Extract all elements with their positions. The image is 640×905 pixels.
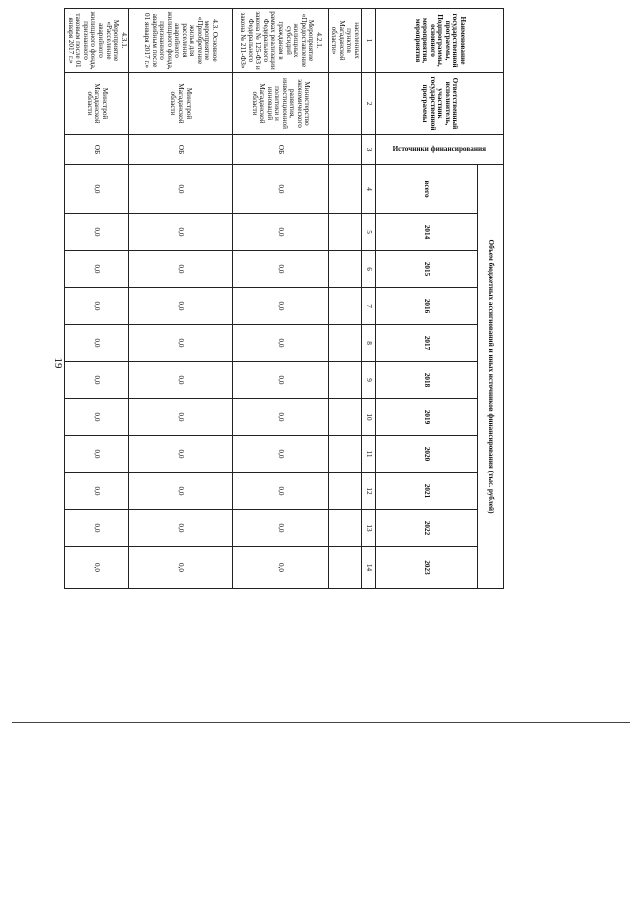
table-row: [328, 9, 361, 589]
row-source: [328, 135, 361, 165]
row-value: 0,0: [65, 547, 129, 589]
header-year: 2020: [376, 436, 478, 473]
page-divider-line: [12, 722, 630, 723]
row-value: 0,0: [128, 214, 232, 251]
row-value: 0,0: [232, 362, 328, 399]
header-year: 2017: [376, 325, 478, 362]
row-value: 0,0: [65, 165, 129, 214]
header-year: 2022: [376, 510, 478, 547]
row-value: [328, 399, 361, 436]
table-row: [232, 9, 328, 589]
row-value: 0,0: [232, 510, 328, 547]
row-responsible: [328, 73, 361, 135]
column-number: 9: [362, 362, 376, 399]
row-value: [328, 165, 361, 214]
column-number: 4: [362, 165, 376, 214]
row-value: 0,0: [128, 325, 232, 362]
row-value: 0,0: [128, 251, 232, 288]
row-value: 0,0: [128, 362, 232, 399]
rotated-table-container: [66, 8, 504, 588]
row-value: 0,0: [232, 165, 328, 214]
row-value: 0,0: [128, 165, 232, 214]
row-source: ОБ: [128, 135, 232, 165]
column-number: 8: [362, 325, 376, 362]
row-value: 0,0: [232, 547, 328, 589]
row-value: 0,0: [65, 214, 129, 251]
header-year: 2014: [376, 214, 478, 251]
row-value: 0,0: [232, 473, 328, 510]
row-value: 0,0: [65, 288, 129, 325]
row-responsible: Минстрой Магаданской области: [65, 73, 129, 135]
row-value: [328, 510, 361, 547]
row-name: 4.3. Основное мероприятие «Приобретение жилья для расселения аварийного жилищного фонда, признанного аварийным после 01 января 2017 г.»: [128, 9, 232, 73]
column-number: 7: [362, 288, 376, 325]
header-year: 2021: [376, 473, 478, 510]
row-value: [328, 214, 361, 251]
header-year: 2016: [376, 288, 478, 325]
column-number: 11: [362, 436, 376, 473]
row-value: 0,0: [232, 399, 328, 436]
row-value: [328, 436, 361, 473]
row-value: 0,0: [65, 399, 129, 436]
row-value: 0,0: [128, 288, 232, 325]
financing-table: [64, 8, 504, 589]
header-row-top: [478, 9, 504, 589]
row-value: 0,0: [128, 510, 232, 547]
column-number: 14: [362, 547, 376, 589]
header-total: всего: [376, 165, 478, 214]
row-source: ОБ: [232, 135, 328, 165]
row-value: 0,0: [232, 214, 328, 251]
row-value: [328, 288, 361, 325]
row-name: 4.2.1. Мероприятие «Предоставление жилищных субсидий гражданам в рамках реализации Федерального закона № 125-ФЗ и Федерального закона № 211-ФЗ»: [232, 9, 328, 73]
column-number: 12: [362, 473, 376, 510]
header-source-label: Источники финансирования: [392, 144, 487, 153]
row-value: 0,0: [232, 288, 328, 325]
column-number: 13: [362, 510, 376, 547]
column-number: 1: [362, 9, 376, 73]
table-row: [65, 9, 129, 589]
column-number-row: [362, 9, 376, 589]
header-year: 2023: [376, 547, 478, 589]
column-number: 10: [362, 399, 376, 436]
row-value: [328, 325, 361, 362]
header-source: [376, 135, 504, 165]
header-volume: Объем бюджетных ассигнований и иных источников финансирования (тыс. рублей): [478, 165, 504, 589]
row-value: 0,0: [128, 436, 232, 473]
row-value: 0,0: [128, 399, 232, 436]
header-name: Наименование государственной программы, Подпрограммы, основного мероприятия, мероприятия: [376, 9, 504, 73]
row-value: 0,0: [232, 436, 328, 473]
row-value: 0,0: [232, 325, 328, 362]
row-name: населенных пунктов Магаданской области»: [328, 9, 361, 73]
table-row: [128, 9, 232, 589]
row-value: 0,0: [65, 510, 129, 547]
row-value: 0,0: [65, 436, 129, 473]
row-value: 0,0: [128, 473, 232, 510]
page-number: 19: [52, 357, 64, 369]
column-number: 2: [362, 73, 376, 135]
row-value: 0,0: [65, 362, 129, 399]
row-value: [328, 473, 361, 510]
row-value: [328, 362, 361, 399]
row-name: 4.3.1. Мероприятие «Расселение аварийного жилищного фонда, признанного таковым после 01 января 2017 г.»: [65, 9, 129, 73]
row-responsible: Минстрой Магаданской области: [128, 73, 232, 135]
row-value: 0,0: [128, 547, 232, 589]
row-value: 0,0: [65, 325, 129, 362]
row-value: 0,0: [232, 251, 328, 288]
column-number: 6: [362, 251, 376, 288]
column-number: 5: [362, 214, 376, 251]
row-value: 0,0: [65, 473, 129, 510]
row-responsible: Министерство экономического развития, инвестиционной политики и инноваций Магаданской области: [232, 73, 328, 135]
row-source: ОБ: [65, 135, 129, 165]
row-value: [328, 547, 361, 589]
header-responsible: Ответственный исполнитель, участник государственной программы: [376, 73, 504, 135]
column-number: 3: [362, 135, 376, 165]
row-value: [328, 251, 361, 288]
row-value: 0,0: [65, 251, 129, 288]
header-year: 2015: [376, 251, 478, 288]
header-year: 2019: [376, 399, 478, 436]
header-year: 2018: [376, 362, 478, 399]
